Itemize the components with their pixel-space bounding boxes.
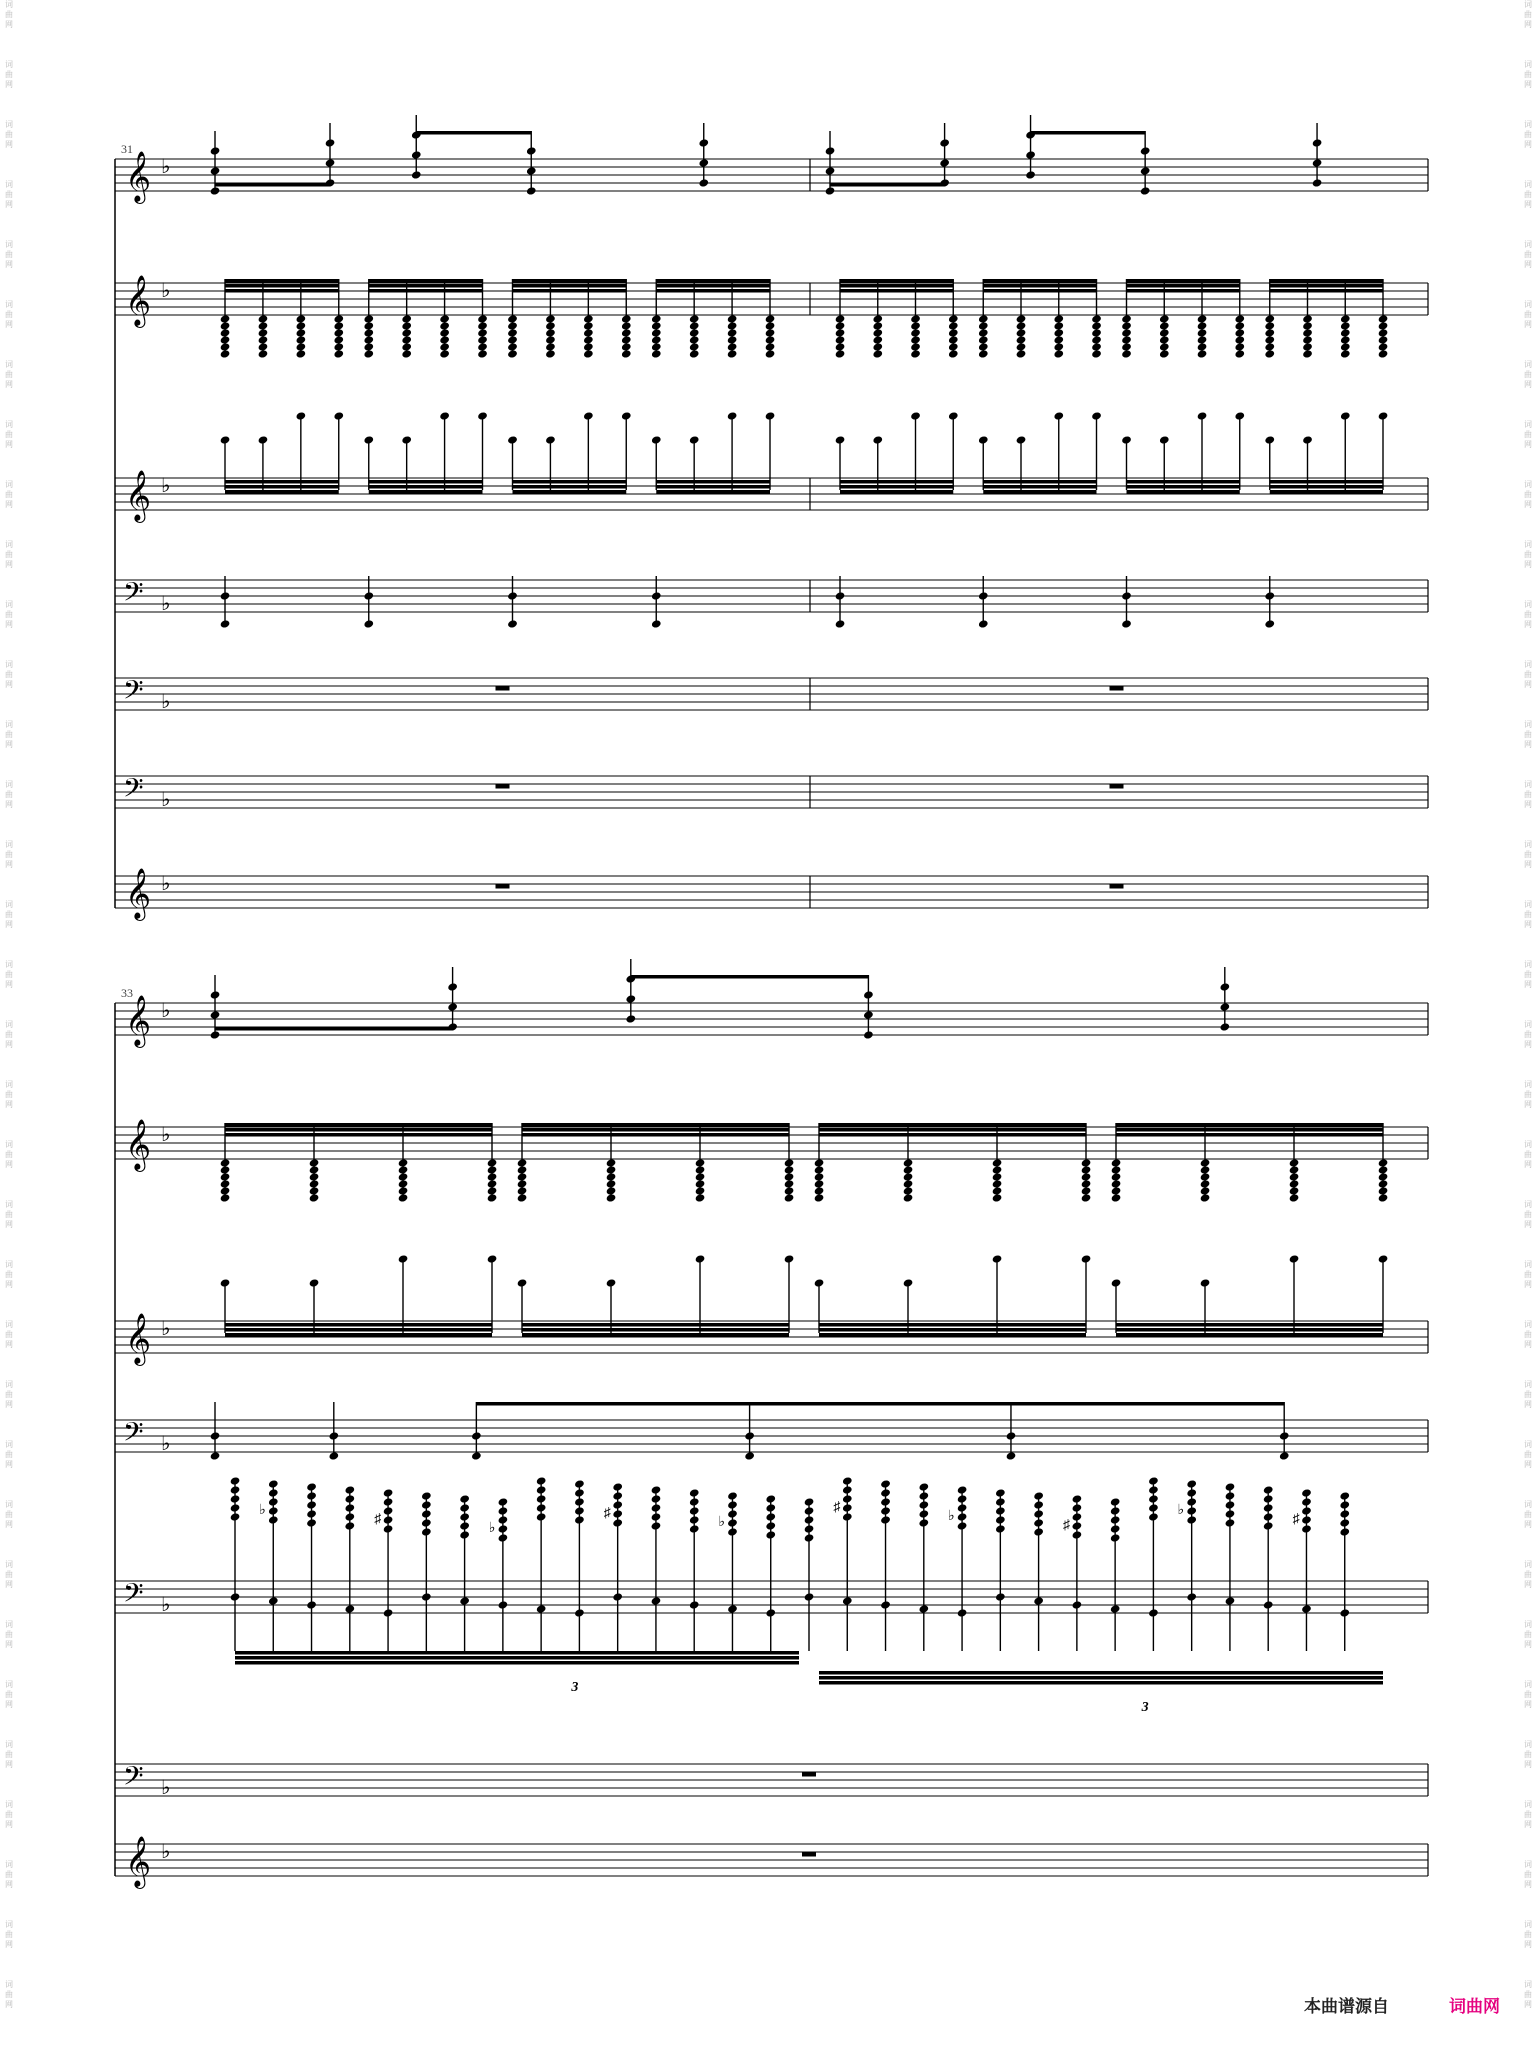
note-beam <box>830 183 945 187</box>
note-beam <box>840 485 953 489</box>
note-beam <box>840 284 953 288</box>
note-beam <box>235 1656 799 1660</box>
note-beam <box>1031 131 1146 135</box>
note-beam <box>513 289 627 293</box>
accidental-sign: ♯ <box>833 1500 841 1515</box>
note-beam <box>983 485 1096 489</box>
flat-key-signature: ♭ <box>161 1316 171 1340</box>
treble-clef-icon: 𝄞 <box>125 1836 152 1887</box>
brand-link[interactable]: 词曲网 <box>1449 1997 1500 2017</box>
note-beam <box>225 1328 492 1332</box>
bass-clef-icon: 𝄢 <box>123 772 144 810</box>
watermark-strip-left: 词 曲 网 词 曲 网 词 曲 网 词 曲 网 词 曲 网 词 曲 网 词 曲 网 词 曲 网 词 曲 网 词 曲 网 词 曲 网 词 曲 网 词 曲 网 词 曲 网 词 曲 网 词 曲 网 词 曲 网 词 曲 网 词 曲 网 词 曲 网 词 曲 网 词 曲 网 词 曲 网 词 曲 网 词 曲 网 词 曲 网 词 曲 网 词 曲 网 词 曲 网 词 曲 网 词 曲 网 词 曲 网 词 曲 网 词 曲 网 <box>5 0 13 2009</box>
note-beam <box>225 490 339 494</box>
note-beam <box>513 279 627 283</box>
note-beam <box>840 279 953 283</box>
note-beam <box>819 1328 1086 1332</box>
note-beam <box>656 485 770 489</box>
note-beam <box>1116 1133 1383 1137</box>
note-beam <box>225 289 339 293</box>
accidental-sign: ♯ <box>603 1506 611 1521</box>
note-beam <box>1127 284 1240 288</box>
bass-clef-icon: 𝄢 <box>123 576 144 614</box>
treble-clef-icon: 𝄞 <box>125 151 152 202</box>
note-beam <box>522 1333 789 1337</box>
note-beam <box>819 1676 1383 1680</box>
note-beam <box>513 485 627 489</box>
bass-clef-icon: 𝄢 <box>123 1577 144 1615</box>
treble-clef-icon: 𝄞 <box>125 1119 152 1170</box>
note-beam <box>225 1323 492 1327</box>
note-beam <box>225 1123 492 1127</box>
note-beam <box>983 480 1096 484</box>
flat-key-signature: ♭ <box>161 1775 171 1799</box>
note-beam <box>819 1333 1086 1337</box>
note-beam <box>819 1681 1383 1685</box>
whole-rest <box>802 1772 816 1777</box>
note-beam <box>983 289 1096 293</box>
note-beam <box>416 131 531 135</box>
note-beam <box>369 485 483 489</box>
note-beam <box>1127 485 1240 489</box>
accidental-sign: ♭ <box>948 1509 955 1524</box>
whole-rest <box>1110 784 1124 789</box>
note-beam <box>235 1651 799 1655</box>
bass-clef-icon: 𝄢 <box>123 674 144 712</box>
note-beam <box>522 1328 789 1332</box>
note-beam <box>1127 279 1240 283</box>
whole-rest <box>496 884 510 889</box>
note-beam <box>1116 1128 1383 1132</box>
whole-rest <box>1110 686 1124 691</box>
note-beam <box>513 490 627 494</box>
note-beam <box>983 284 1096 288</box>
note-beam <box>1116 1333 1383 1337</box>
accidental-sign: ♭ <box>718 1515 726 1530</box>
note-beam <box>522 1323 789 1327</box>
note-beam <box>819 1671 1383 1675</box>
note-beam <box>225 284 339 288</box>
flat-key-signature: ♭ <box>161 1592 171 1616</box>
note-beam <box>369 289 483 293</box>
flat-key-signature: ♭ <box>161 591 171 615</box>
note-beam <box>476 1402 1284 1406</box>
flat-key-signature: ♭ <box>161 998 171 1022</box>
note-beam <box>215 1027 453 1031</box>
note-beam <box>819 1323 1086 1327</box>
note-beam <box>522 1133 789 1137</box>
note-beam <box>1270 284 1383 288</box>
note-beam <box>522 1123 789 1127</box>
whole-rest <box>496 784 510 789</box>
note-beam <box>225 1333 492 1337</box>
whole-rest <box>1110 884 1124 889</box>
flat-key-signature: ♭ <box>161 1839 171 1863</box>
whole-rest <box>802 1852 816 1857</box>
source-label: 本曲谱源自 <box>1304 1997 1389 2017</box>
flat-key-signature: ♭ <box>161 1431 171 1455</box>
note-beam <box>513 480 627 484</box>
note-beam <box>225 480 339 484</box>
note-beam <box>369 279 483 283</box>
tuplet-number: 3 <box>1141 1700 1149 1715</box>
note-beam <box>983 490 1096 494</box>
flat-key-signature: ♭ <box>161 689 171 713</box>
accidental-sign: ♯ <box>1292 1512 1300 1527</box>
note-beam <box>1116 1123 1383 1127</box>
flat-key-signature: ♭ <box>161 473 171 497</box>
note-beam <box>522 1128 789 1132</box>
note-beam <box>225 1133 492 1137</box>
note-beam <box>1270 480 1383 484</box>
note-beam <box>225 485 339 489</box>
treble-clef-icon: 𝄞 <box>125 275 152 326</box>
note-beam <box>656 490 770 494</box>
note-beam <box>369 490 483 494</box>
note-beam <box>840 490 953 494</box>
note-beam <box>1127 480 1240 484</box>
note-beam <box>1270 279 1383 283</box>
accidental-sign: ♭ <box>1177 1503 1185 1518</box>
note-beam <box>369 284 483 288</box>
note-beam <box>215 183 330 187</box>
note-beam <box>983 279 1096 283</box>
bass-clef-icon: 𝄢 <box>123 1416 144 1454</box>
measure-number: 33 <box>121 986 133 1000</box>
accidental-sign: ♯ <box>374 1512 382 1527</box>
treble-clef-icon: 𝄞 <box>125 868 152 919</box>
tuplet-number: 3 <box>571 1680 579 1695</box>
note-beam <box>1127 289 1240 293</box>
flat-key-signature: ♭ <box>161 154 171 178</box>
note-beam <box>656 289 770 293</box>
bass-clef-icon: 𝄢 <box>123 1760 144 1798</box>
note-beam <box>1116 1328 1383 1332</box>
treble-clef-icon: 𝄞 <box>125 470 152 521</box>
note-beam <box>656 480 770 484</box>
flat-key-signature: ♭ <box>161 787 171 811</box>
flat-key-signature: ♭ <box>161 278 171 302</box>
note-beam <box>235 1661 799 1665</box>
accidental-sign: ♯ <box>1062 1518 1070 1533</box>
treble-clef-icon: 𝄞 <box>125 1313 152 1364</box>
flat-key-signature: ♭ <box>161 871 171 895</box>
note-beam <box>225 1128 492 1132</box>
note-beam <box>1270 289 1383 293</box>
accidental-sign: ♭ <box>488 1521 496 1536</box>
note-beam <box>840 289 953 293</box>
accidental-sign: ♭ <box>259 1503 266 1518</box>
measure-number: 31 <box>121 142 133 156</box>
note-beam <box>513 284 627 288</box>
flat-key-signature: ♭ <box>161 1122 171 1146</box>
note-beam <box>656 279 770 283</box>
note-beam <box>819 1133 1086 1137</box>
note-beam <box>1270 485 1383 489</box>
note-beam <box>819 1123 1086 1127</box>
note-beam <box>369 480 483 484</box>
note-beam <box>1127 490 1240 494</box>
note-beam <box>840 480 953 484</box>
note-beam <box>225 279 339 283</box>
note-beam <box>819 1128 1086 1132</box>
note-beam <box>656 284 770 288</box>
note-beam <box>1116 1323 1383 1327</box>
note-beam <box>1270 490 1383 494</box>
note-beam <box>631 975 869 979</box>
watermark-strip-right: 词 曲 网 词 曲 网 词 曲 网 词 曲 网 词 曲 网 词 曲 网 词 曲 网 词 曲 网 词 曲 网 词 曲 网 词 曲 网 词 曲 网 词 曲 网 词 曲 网 词 曲 网 词 曲 网 词 曲 网 词 曲 网 词 曲 网 词 曲 网 词 曲 网 词 曲 网 词 曲 网 词 曲 网 词 曲 网 词 曲 网 词 曲 网 词 曲 网 词 曲 网 词 曲 网 词 曲 网 词 曲 网 词 曲 网 词 曲 网 <box>1524 0 1532 2009</box>
treble-clef-icon: 𝄞 <box>125 995 152 1046</box>
whole-rest <box>496 686 510 691</box>
